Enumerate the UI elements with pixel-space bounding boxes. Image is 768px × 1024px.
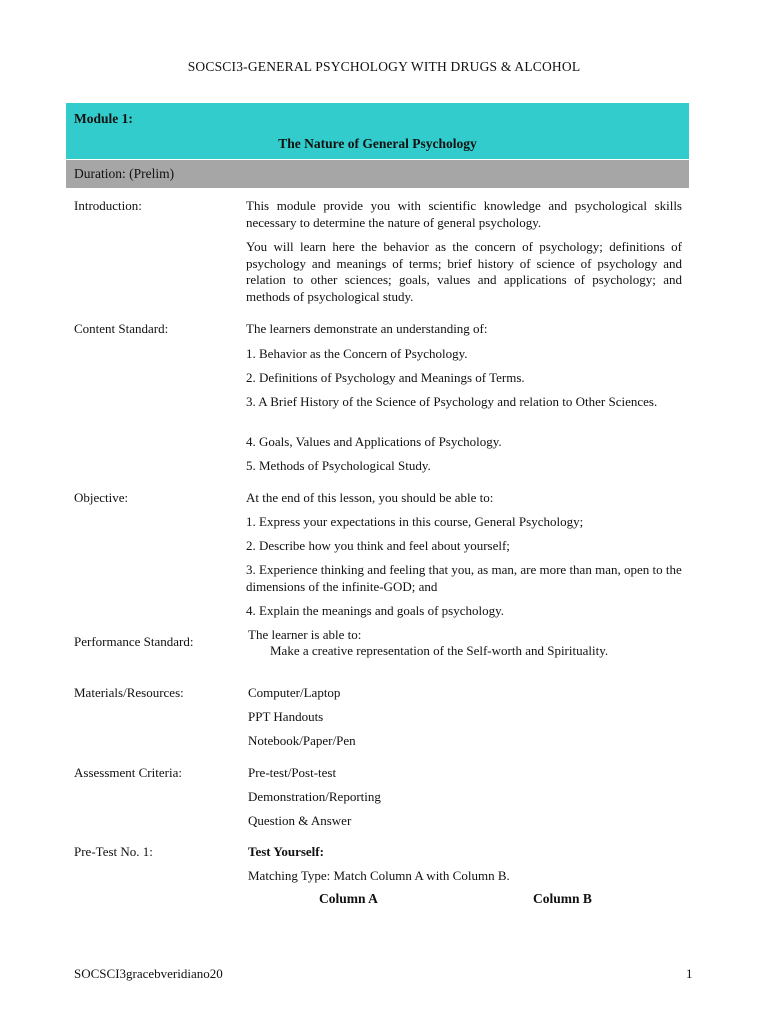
- assessment-item: Pre-test/Post-test: [248, 765, 337, 780]
- materials-item: Computer/Laptop: [248, 685, 341, 700]
- introduction-p2: You will learn here the behavior as the concern of psychology; definitions of psychology and meanings of terms; brief history of science of psychology and relation to other sciences; goals, values and applications of psychology; and methods of psychological study.: [246, 239, 682, 304]
- page-number: 1: [686, 966, 693, 981]
- content-standard-item: 5. Methods of Psychological Study.: [246, 458, 431, 473]
- module-banner: [66, 103, 689, 159]
- course-title: SOCSCI3-GENERAL PSYCHOLOGY WITH DRUGS & ALCOHOL: [187, 59, 581, 74]
- assessment-label: Assessment Criteria:: [74, 765, 182, 780]
- performance-standard-lead: The learner is able to:: [248, 627, 362, 642]
- assessment-item: Question & Answer: [248, 813, 352, 828]
- objective-item: 1. Express your expectations in this course, General Psychology;: [246, 514, 584, 529]
- content-standard-item: 3. A Brief History of the Science of Psychology and relation to Other Sciences.: [246, 394, 658, 409]
- duration-text: Duration: (Prelim): [74, 166, 175, 181]
- objective-label: Objective:: [74, 490, 129, 505]
- content-standard-lead: The learners demonstrate an understanding of:: [246, 321, 488, 336]
- duration-bar: [66, 160, 689, 188]
- introduction-label: Introduction:: [74, 198, 142, 213]
- introduction-p1: This module provide you with scientific knowledge and psychological skills necessary to determine the nature of general psychology.: [246, 198, 682, 230]
- content-standard-item: 2. Definitions of Psychology and Meanings of Terms.: [246, 370, 525, 385]
- assessment-item: Demonstration/Reporting: [248, 789, 381, 804]
- column-b-heading: Column B: [533, 891, 592, 906]
- content-standard-label: Content Standard:: [74, 321, 169, 336]
- module-number: Module 1:: [74, 111, 133, 126]
- pretest-instruction: Matching Type: Match Column A with Column B.: [248, 868, 510, 883]
- performance-standard-detail: Make a creative representation of the Self-worth and Spirituality.: [270, 643, 609, 658]
- content-standard-item: 4. Goals, Values and Applications of Psychology.: [246, 434, 502, 449]
- materials-item: Notebook/Paper/Pen: [248, 733, 356, 748]
- objective-lead: At the end of this lesson, you should be able to:: [246, 490, 494, 505]
- module-title: The Nature of General Psychology: [278, 136, 477, 151]
- objective-item: 2. Describe how you think and feel about yourself;: [246, 538, 510, 553]
- objective-item: 4. Explain the meanings and goals of psychology.: [246, 603, 505, 618]
- content-standard-item: 1. Behavior as the Concern of Psychology.: [246, 346, 468, 361]
- pretest-label: Pre-Test No. 1:: [74, 844, 153, 859]
- performance-standard-label: Performance Standard:: [74, 634, 194, 649]
- column-a-heading: Column A: [319, 891, 378, 906]
- objective-item: 3. Experience thinking and feeling that you, as man, are more than man, open to the dimensions of the infinite-GOD; and: [246, 562, 682, 594]
- materials-label: Materials/Resources:: [74, 685, 184, 700]
- footer-author: SOCSCI3gracebveridiano20: [74, 966, 223, 981]
- materials-item: PPT Handouts: [248, 709, 324, 724]
- pretest-heading: Test Yourself:: [248, 844, 324, 859]
